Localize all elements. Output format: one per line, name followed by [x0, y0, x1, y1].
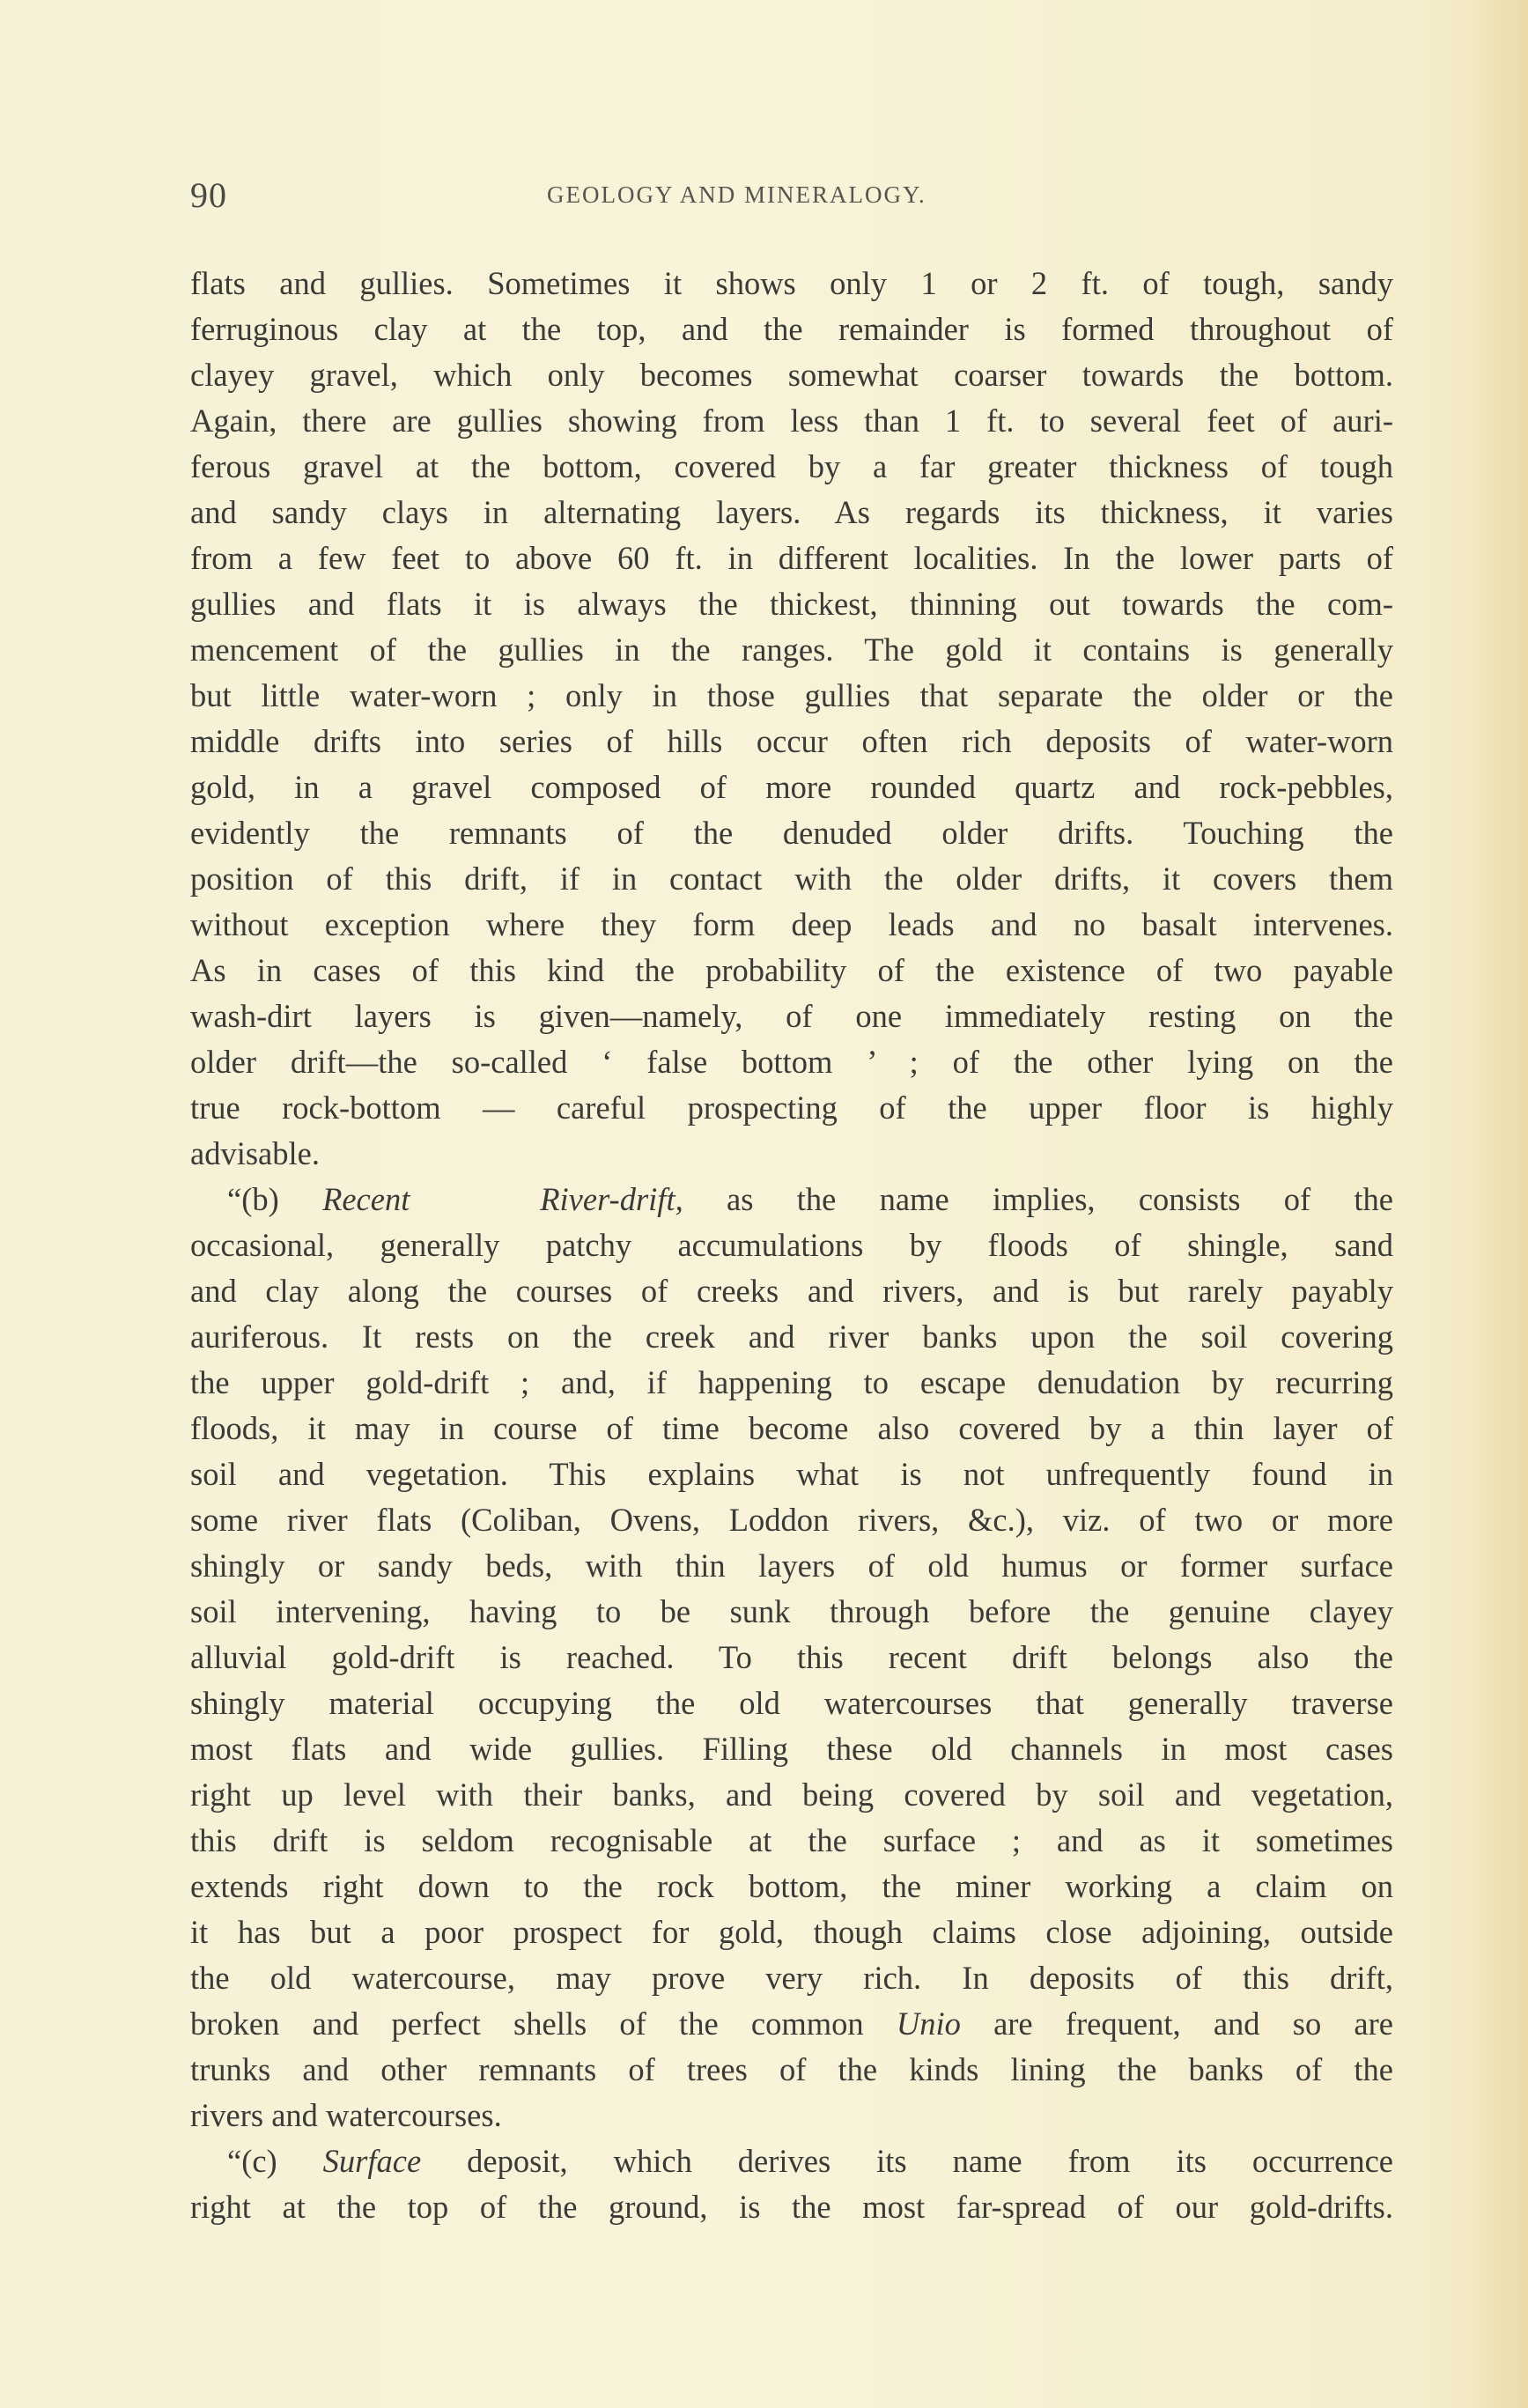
text-line: extends right down to the rock bottom, the miner working a claim on	[190, 1868, 1393, 1904]
text-line: mencement of the gullies in the ranges. The gold it contains is generally	[190, 632, 1393, 668]
unio-line	[190, 2001, 1393, 2047]
text-run: broken and perfect shells of the common	[190, 2005, 897, 2042]
paragraph-b-first-line	[190, 1177, 1393, 1222]
text-line: Again, there are gullies showing from less than 1 ft. to several feet of auri-	[190, 403, 1393, 439]
text-line: shingly material occupying the old watercourses that generally traverse	[190, 1685, 1393, 1721]
text-line: older drift—the so-called ‘ false bottom ’ ; of the other lying on the	[190, 1044, 1393, 1080]
text-line: the old watercourse, may prove very rich. In deposits of this drift,	[190, 1960, 1393, 1996]
text-line: gold, in a gravel composed of more rounded quartz and rock-pebbles,	[190, 769, 1393, 805]
italic-term: Recent	[322, 1181, 410, 1217]
text-line: without exception where they form deep leads and no basalt intervenes.	[190, 906, 1393, 942]
text-line: true rock-bottom — careful prospecting of the upper floor is highly	[190, 1090, 1393, 1126]
text-run: deposit, which derives its name from its occurrence	[421, 2143, 1393, 2179]
text-line: soil intervening, having to be sunk through before the genuine clayey	[190, 1593, 1393, 1629]
body-text	[190, 261, 1393, 2230]
text-line: evidently the remnants of the denuded older drifts. Touching the	[190, 815, 1393, 851]
text-run: as the name implies, consists of the	[683, 1181, 1393, 1217]
text-line: ferous gravel at the bottom, covered by a far greater thickness of tough	[190, 448, 1393, 484]
text-line: clayey gravel, which only becomes somewhat coarser towards the bottom.	[190, 357, 1393, 393]
text-line: right at the top of the ground, is the most far-spread of our gold-drifts.	[190, 2189, 1393, 2225]
text-line: position of this drift, if in contact with the older drifts, it covers them	[190, 861, 1393, 897]
open-quote: “(c)	[227, 2143, 323, 2179]
italic-term: Unio	[896, 2005, 961, 2042]
text-line: As in cases of this kind the probability of the existence of two payable	[190, 952, 1393, 988]
running-title: GEOLOGY AND MINERALOGY.	[547, 181, 926, 208]
page-number: 90	[190, 175, 227, 215]
text-line: flats and gullies. Sometimes it shows only 1 or 2 ft. of tough, sandy	[190, 265, 1393, 301]
text-line: advisable.	[190, 1135, 320, 1171]
text-line: but little water-worn ; only in those gullies that separate the older or the	[190, 677, 1393, 713]
open-quote: “(b)	[227, 1181, 323, 1217]
page-edge-shadow	[1475, 0, 1528, 2408]
text-line: it has but a poor prospect for gold, though claims close adjoining, outside	[190, 1914, 1393, 1950]
text-line: from a few feet to above 60 ft. in different localities. In the lower parts of	[190, 540, 1393, 576]
text-line: soil and vegetation. This explains what is not unfrequently found in	[190, 1456, 1393, 1492]
book-page	[190, 174, 1393, 2230]
text-line: shingly or sandy beds, with thin layers of old humus or former surface	[190, 1547, 1393, 1584]
text-line: trunks and other remnants of trees of the kinds lining the banks of the	[190, 2051, 1393, 2087]
text-line: most flats and wide gullies. Filling these old channels in most cases	[190, 1731, 1393, 1767]
text-line: ferruginous clay at the top, and the remainder is formed throughout of	[190, 311, 1393, 347]
text-line: right up level with their banks, and being covered by soil and vegetation,	[190, 1776, 1393, 1813]
text-line: gullies and flats it is always the thickest, thinning out towards the com-	[190, 586, 1393, 622]
text-line: and sandy clays in alternating layers. As regards its thickness, it varies	[190, 494, 1393, 530]
text-line: alluvial gold-drift is reached. To this recent drift belongs also the	[190, 1639, 1393, 1675]
text-line: rivers and watercourses.	[190, 2097, 502, 2133]
text-line: floods, it may in course of time become also covered by a thin layer of	[190, 1410, 1393, 1446]
text-line: and clay along the courses of creeks and rivers, and is but rarely payably	[190, 1273, 1393, 1309]
text-line: auriferous. It rests on the creek and river banks upon the soil covering	[190, 1318, 1393, 1355]
text-line: middle drifts into series of hills occur often rich deposits of water-worn	[190, 723, 1393, 759]
text-line: this drift is seldom recognisable at the surface ; and as it sometimes	[190, 1822, 1393, 1858]
text-line: the upper gold-drift ; and, if happening to escape denudation by recurring	[190, 1364, 1393, 1400]
italic-term: River-drift,	[540, 1181, 683, 1217]
text-run: are frequent, and so are	[960, 2005, 1393, 2042]
running-head	[190, 174, 1393, 227]
text-line: occasional, generally patchy accumulations by floods of shingle, sand	[190, 1227, 1393, 1263]
italic-term: Surface	[322, 2143, 422, 2179]
text-line: wash-dirt layers is given—namely, of one immediately resting on the	[190, 998, 1393, 1034]
text-line: some river flats (Coliban, Ovens, Loddon rivers, &c.), viz. of two or more	[190, 1502, 1393, 1538]
paragraph-c-first-line	[190, 2138, 1393, 2184]
